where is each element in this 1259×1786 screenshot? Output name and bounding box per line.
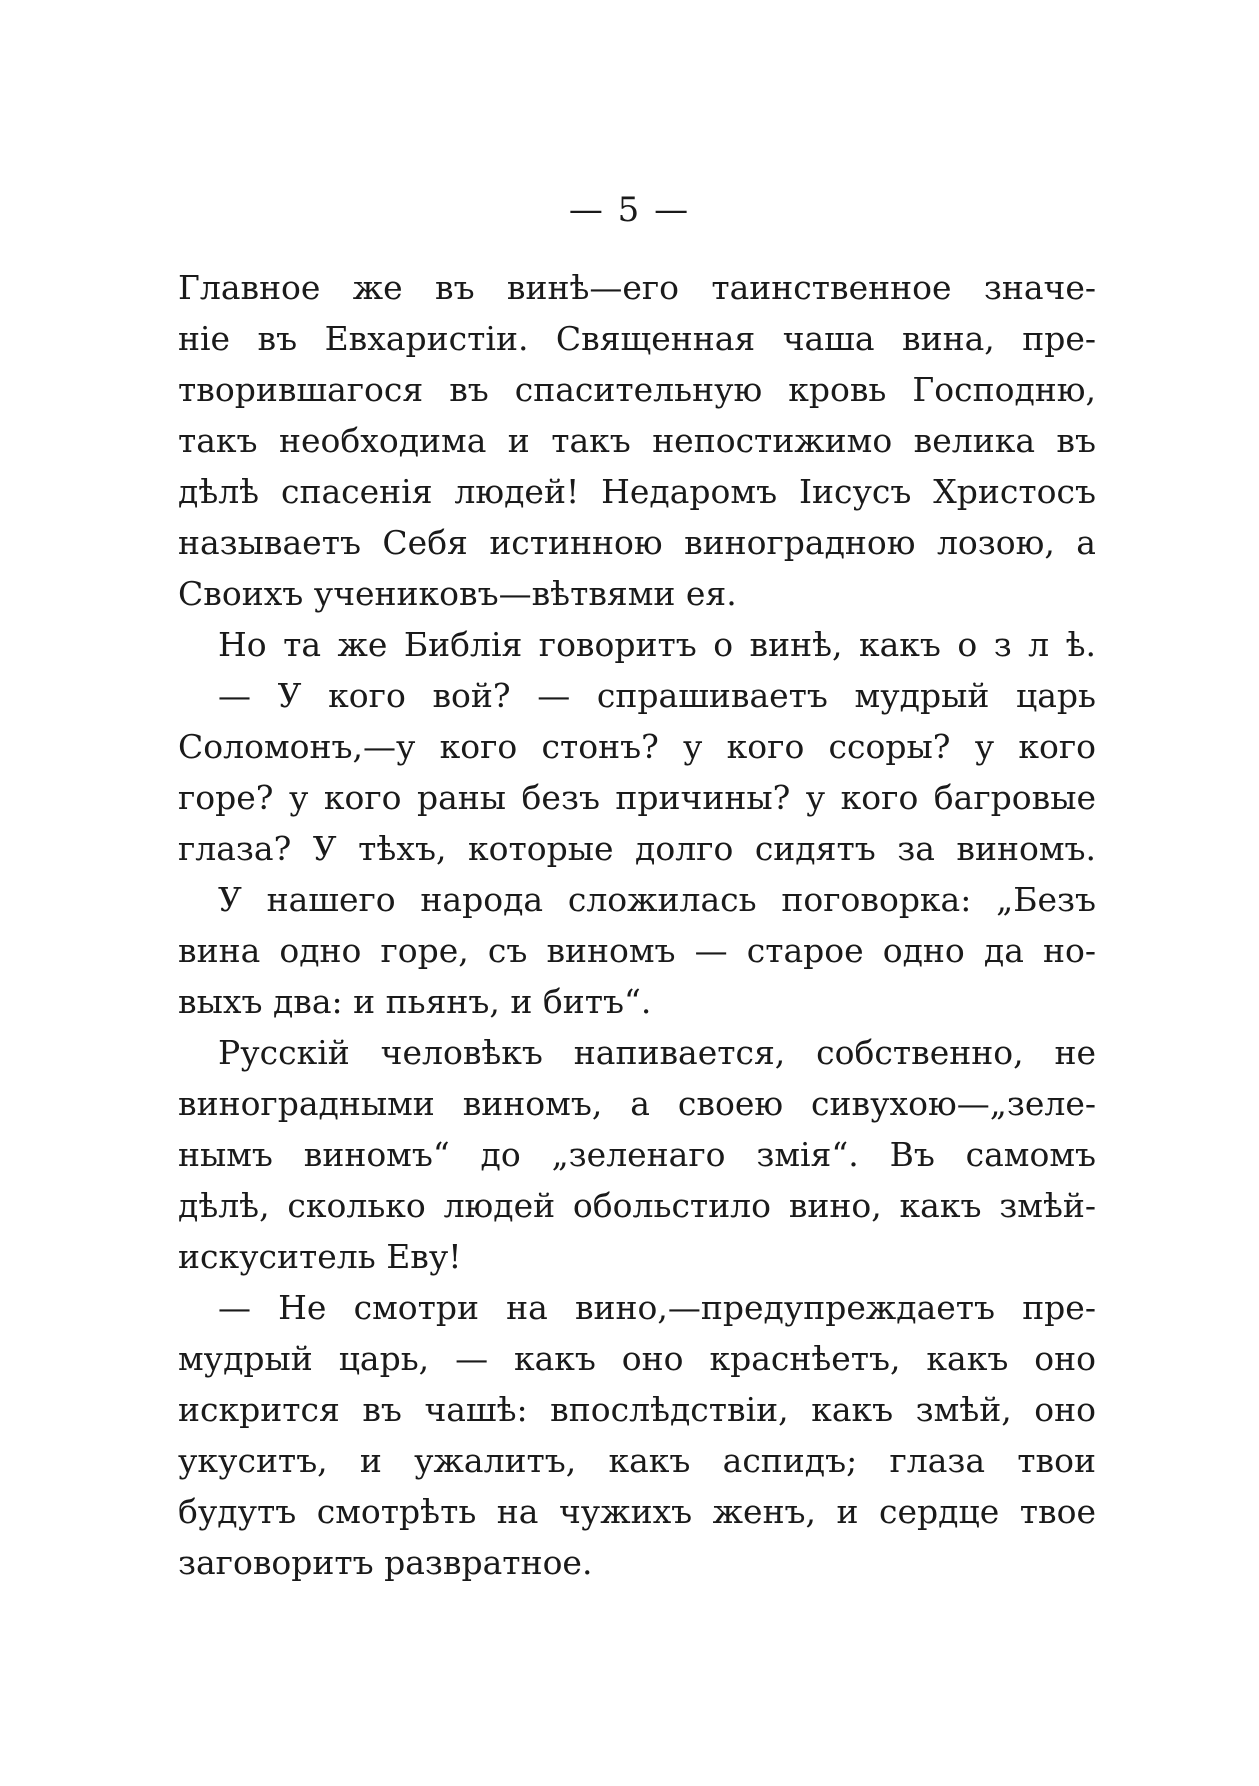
text-line: — Не смотри на вино,—предупреждаетъ пре-: [218, 1288, 1096, 1327]
text-line: ніе въ Евхаристіи. Священная чаша вина, пре-: [178, 319, 1096, 358]
text-line: творившагося въ спасительную кровь Господню,: [178, 370, 1096, 409]
text-line: такъ необходима и такъ непостижимо велика въ: [178, 421, 1096, 460]
text-line: Главное же въ винѣ—его таинственное значе-: [178, 268, 1096, 307]
page-number: — 5 —: [568, 190, 691, 230]
text-line: У нашего народа сложилась поговорка: „Безъ: [218, 880, 1096, 919]
text-line: Русскій человѣкъ напивается, собственно, не: [218, 1033, 1096, 1072]
text-line: укуситъ, и ужалитъ, какъ аспидъ; глаза твои: [178, 1441, 1096, 1480]
text-line: искрится въ чашѣ: впослѣдствіи, какъ змѣй, оно: [178, 1390, 1096, 1429]
text-line: — У кого вой? — спрашиваетъ мудрый царь: [218, 676, 1096, 715]
text-line: глаза? У тѣхъ, которые долго сидятъ за виномъ.: [178, 829, 1096, 868]
text-line: вина одно горе, съ виномъ — старое одно да но-: [178, 931, 1096, 970]
text-line: горе? у кого раны безъ причины? у кого багровые: [178, 778, 1096, 817]
text-line: будутъ смотрѣть на чужихъ женъ, и сердце твое: [178, 1492, 1096, 1531]
text-line: Но та же Библія говоритъ о винѣ, какъ о з л ѣ.: [218, 625, 1096, 664]
text-line: Своихъ учениковъ—вѣтвями ея.: [178, 574, 737, 613]
text-line: называетъ Себя истинною виноградною лозою, а: [178, 523, 1096, 562]
text-line: дѣлѣ, сколько людей обольстило вино, какъ змѣй-: [178, 1186, 1096, 1225]
text-line: дѣлѣ спасенія людей! Недаромъ Іисусъ Христосъ: [178, 472, 1096, 511]
text-line: Соломонъ,—у кого стонъ? у кого ссоры? у кого: [178, 727, 1096, 766]
text-line: нымъ виномъ“ до „зеленаго змія“. Въ самомъ: [178, 1135, 1096, 1174]
body-text: [178, 262, 1096, 1588]
text-line: выхъ два: и пьянъ, и битъ“.: [178, 982, 652, 1021]
text-line: виноградными виномъ, а своею сивухою—„зеле-: [178, 1084, 1096, 1123]
text-line: искуситель Еву!: [178, 1237, 462, 1276]
text-line: мудрый царь, — какъ оно краснѣетъ, какъ оно: [178, 1339, 1096, 1378]
text-line: заговоритъ развратное.: [178, 1543, 593, 1582]
